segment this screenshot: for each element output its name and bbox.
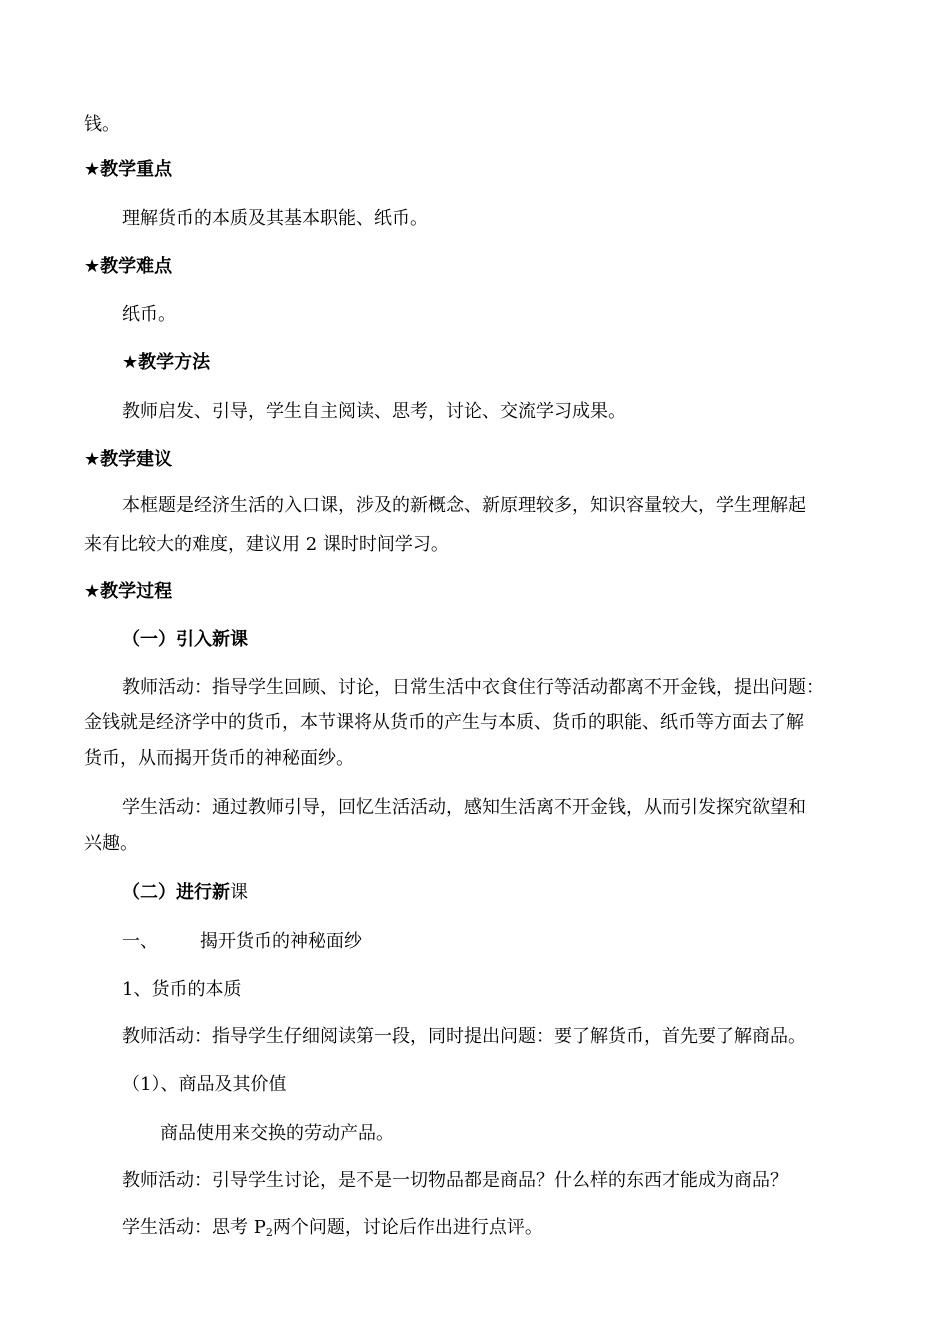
part2-student-activity	[122, 1216, 543, 1245]
part1-student-line-2: 兴趣。	[84, 833, 138, 854]
key-points-text: 理解货币的本质及其基本职能、纸币。	[122, 208, 428, 229]
part2-teacher-2: 教师活动：引导学生讨论，是不是一切物品都是商品？什么样的东西才能成为商品？	[122, 1170, 788, 1191]
part2-heading-bold: （二）进行新	[122, 882, 230, 903]
subsection-1-1-title: （1）、商品及其价值	[122, 1074, 287, 1095]
difficulties-heading: ★教学难点	[84, 256, 173, 277]
subsection-1-title: 1、货币的本质	[122, 979, 242, 1000]
section-title: 揭开货币的神秘面纱	[200, 931, 362, 952]
methods-text: 教师启发、引导，学生自主阅读、思考，讨论、交流学习成果。	[122, 401, 626, 422]
section-number: 一、	[122, 931, 158, 952]
methods-heading: ★教学方法	[122, 352, 211, 373]
suggestions-line-2: 来有比较大的难度，建议用 2 课时时间学习。	[84, 534, 449, 555]
suggestions-heading: ★教学建议	[84, 449, 173, 470]
student-activity-pre: 学生活动：思考 P	[122, 1217, 266, 1238]
key-points-heading: ★教学重点	[84, 159, 173, 180]
part1-heading: （一）引入新课	[122, 629, 248, 650]
commodity-definition: 商品使用来交换的劳动产品。	[160, 1123, 394, 1144]
student-activity-post: 两个问题，讨论后作出进行点评。	[272, 1217, 543, 1238]
suggestions-line-1: 本框题是经济生活的入口课，涉及的新概念、新原理较多，知识容量较大，学生理解起	[122, 495, 806, 516]
difficulties-text: 纸币。	[122, 304, 176, 325]
process-heading: ★教学过程	[84, 581, 173, 602]
part1-teacher-line-3: 货币，从而揭开货币的神秘面纱。	[84, 748, 354, 769]
part1-student-line-1: 学生活动：通过教师引导，回忆生活活动，感知生活离不开金钱，从而引发探究欲望和	[122, 797, 806, 818]
intro-tail-text: 钱。	[84, 114, 120, 135]
student-activity-subscript: 2	[265, 1226, 273, 1239]
part1-teacher-line-1: 教师活动：指导学生回顾、讨论，日常生活中衣食住行等活动都离不开金钱，提出问题：	[122, 677, 824, 698]
part2-heading-rest: 课	[230, 882, 248, 903]
part1-teacher-line-2: 金钱就是经济学中的货币，本节课将从货币的产生与本质、货币的职能、纸币等方面去了解	[84, 712, 804, 733]
part2-heading	[122, 881, 248, 905]
part2-teacher-1: 教师活动：指导学生仔细阅读第一段，同时提出问题：要了解货币，首先要了解商品。	[122, 1026, 806, 1047]
